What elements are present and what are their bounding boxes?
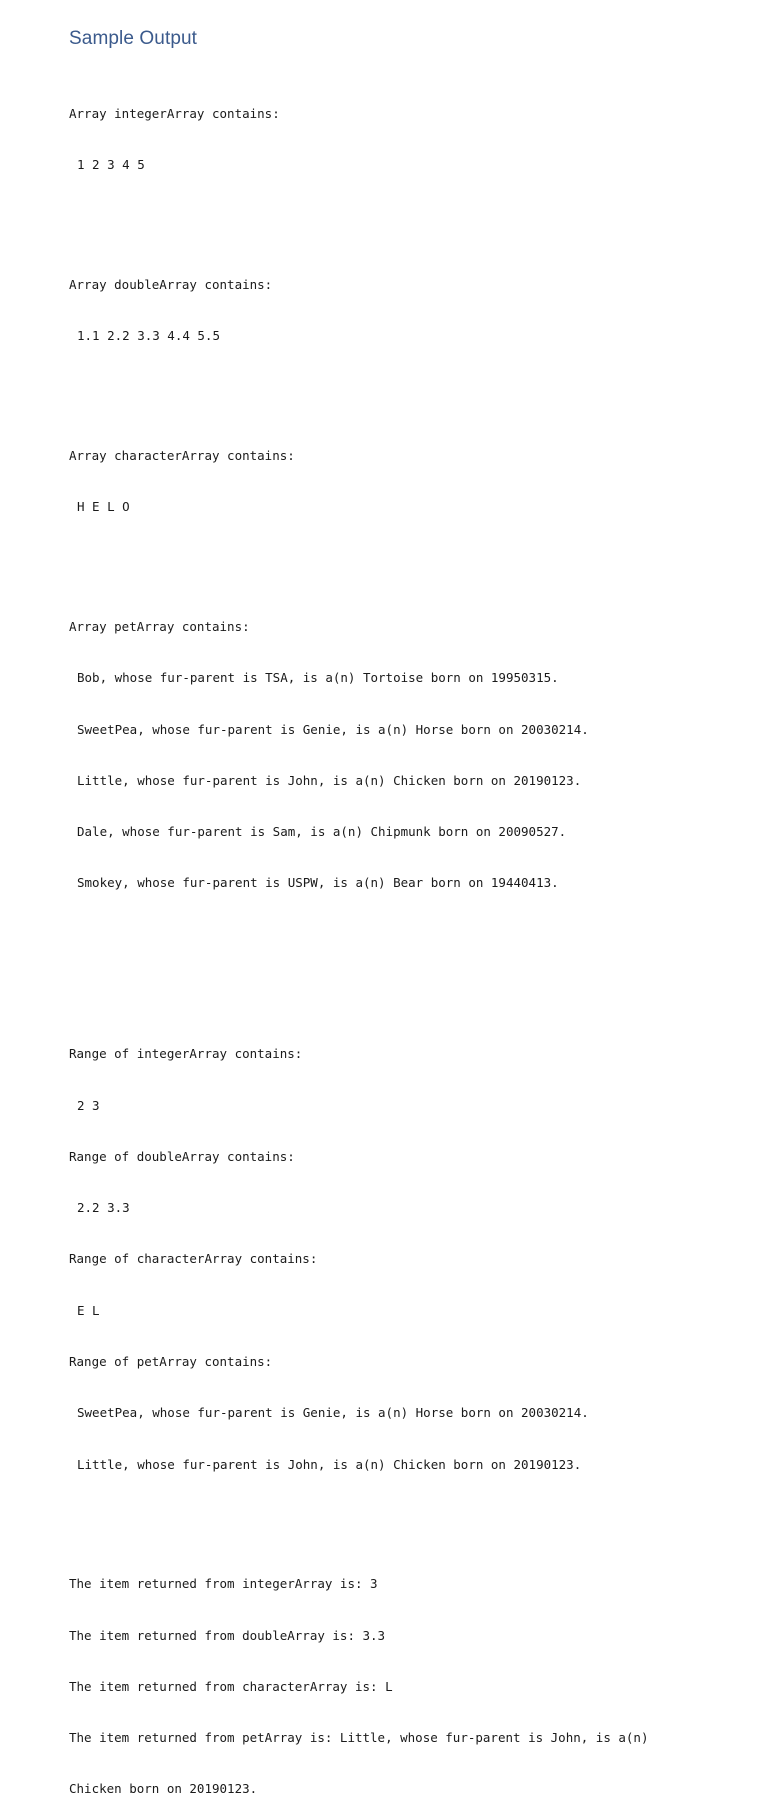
blank-line: [69, 977, 648, 994]
returned-pet: The item returned from petArray is: Little, whose fur-parent is John, is a(n): [69, 1730, 649, 1746]
pet-entry: Little, whose fur-parent is John, is a(n) Chicken born on 20190123.: [77, 772, 582, 788]
range-double-values: 2.2 3.3: [77, 1200, 130, 1216]
page-title: Sample Output: [69, 28, 198, 49]
range-pet-header: Range of petArray contains:: [69, 1354, 273, 1370]
blank-line: [69, 1507, 648, 1524]
returned-pet-continued: Chicken born on 20190123.: [69, 1781, 258, 1797]
pet-entry: Bob, whose fur-parent is TSA, is a(n) Tortoise born on 19950315.: [77, 670, 559, 686]
returned-double: The item returned from doubleArray is: 3.3: [69, 1627, 386, 1643]
blank-line: [69, 926, 648, 943]
integer-array-values: 1 2 3 4 5: [77, 157, 145, 173]
range-pet-entry: SweetPea, whose fur-parent is Genie, is a(n) Horse born on 20030214.: [77, 1405, 589, 1421]
range-double-header: Range of doubleArray contains:: [69, 1148, 295, 1164]
integer-array-header: Array integerArray contains:: [69, 106, 280, 122]
character-array-values: H E L O: [77, 499, 130, 515]
blank-line: [69, 550, 648, 567]
blank-line: [69, 208, 648, 225]
range-integer-header: Range of integerArray contains:: [69, 1046, 303, 1062]
pet-entry: Smokey, whose fur-parent is USPW, is a(n) Bear born on 19440413.: [77, 875, 559, 891]
pet-array-header: Array petArray contains:: [69, 619, 250, 634]
range-pet-entry: Little, whose fur-parent is John, is a(n) Chicken born on 20190123.: [77, 1456, 582, 1472]
blank-line: [69, 379, 648, 396]
returned-integer: The item returned from integerArray is: 3: [69, 1576, 378, 1592]
double-array-header: Array doubleArray contains:: [69, 277, 273, 293]
range-character-values: E L: [77, 1302, 100, 1318]
console-output: [69, 71, 648, 1815]
range-character-header: Range of characterArray contains:: [69, 1251, 318, 1267]
character-array-header: Array characterArray contains:: [69, 448, 295, 464]
range-integer-values: 2 3: [77, 1097, 100, 1113]
double-array-values: 1.1 2.2 3.3 4.4 5.5: [77, 328, 220, 344]
returned-character: The item returned from characterArray is: L: [69, 1678, 393, 1694]
pet-entry: SweetPea, whose fur-parent is Genie, is a(n) Horse born on 20030214.: [77, 721, 589, 737]
pet-entry: Dale, whose fur-parent is Sam, is a(n) Chipmunk born on 20090527.: [77, 824, 567, 840]
